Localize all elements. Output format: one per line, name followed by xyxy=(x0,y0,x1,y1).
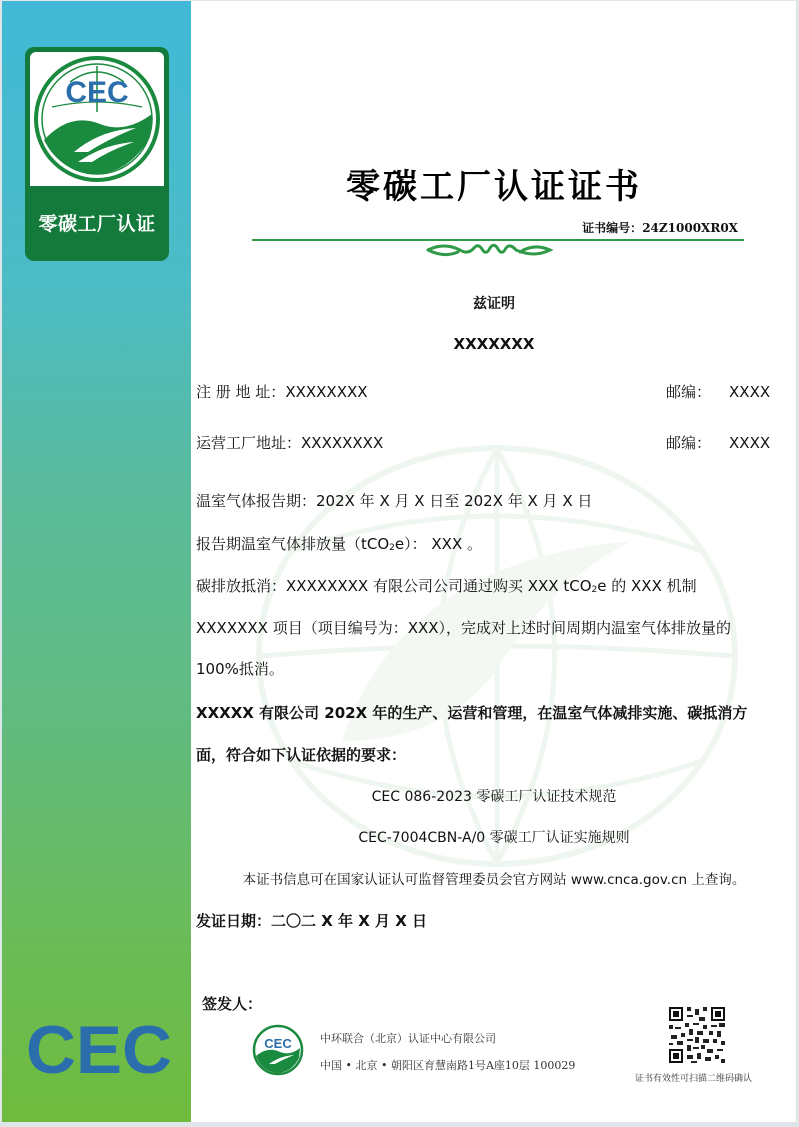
offset-text-a: 碳排放抵消：XXXXXXXX 有限公司公司通过购买 XXX tCO xyxy=(196,577,592,595)
registered-postcode-label: 邮编： xyxy=(666,383,712,401)
operating-postcode-value: XXXX xyxy=(729,434,771,452)
emission-label: 报告期温室气体排放量（tCO xyxy=(196,535,390,553)
emission-subscript: 2 xyxy=(389,543,395,553)
operating-address-value: XXXXXXXX xyxy=(301,434,384,452)
issuer-address: 中国 • 北京 • 朝阳区育慧南路1号A座10层 100029 xyxy=(320,1059,576,1072)
issuer-cec-logo-icon xyxy=(252,1024,304,1076)
offset-subscript: 2 xyxy=(591,585,598,595)
operating-postcode-label: 邮编： xyxy=(666,434,712,452)
registered-postcode-row xyxy=(666,381,770,402)
qr-caption: 证书有效性可扫描二维码确认 xyxy=(635,1074,753,1084)
standard-2: CEC-7004CBN-A/0 零碳工厂认证实施规则 xyxy=(358,830,630,846)
offset-line-2: XXXXXXX 项目（项目编号为：XXX），完成对上述时间周期内温室气体排放量的 xyxy=(196,619,732,637)
svg-text:CEC: CEC xyxy=(264,1036,292,1051)
operating-address-label: 运营工厂地址： xyxy=(196,434,302,452)
company-name: XXXXXXX xyxy=(453,335,535,353)
flourish-ornament-icon xyxy=(424,240,554,260)
emission-amount xyxy=(196,533,482,554)
sidebar-gradient-band xyxy=(2,1,191,1122)
certificate-number xyxy=(582,219,738,236)
badge-caption: 零碳工厂认证 xyxy=(38,213,156,235)
certificate-number-label: 证书编号： xyxy=(582,221,643,235)
issuer-name: 中环联合（北京）认证中心有限公司 xyxy=(320,1032,496,1045)
operating-address-row xyxy=(196,432,383,453)
registered-postcode-value: XXXX xyxy=(729,383,771,401)
conformity-line-2: 面，符合如下认证依据的要求： xyxy=(196,746,407,764)
certificate-page xyxy=(2,1,796,1122)
operating-postcode-row xyxy=(666,432,770,453)
emission-value: e）： XXX 。 xyxy=(394,535,482,553)
certificate-title: 零碳工厂认证证书 xyxy=(346,167,642,207)
signer-label: 签发人： xyxy=(202,995,263,1013)
standard-1: CEC 086-2023 零碳工厂认证技术规范 xyxy=(371,789,617,805)
query-note: 本证书信息可在国家认证认可监督管理委员会官方网站 www.cnca.gov.cn 上查询。 xyxy=(242,872,746,888)
offset-line-1 xyxy=(196,575,697,596)
cec-wordmark xyxy=(24,1018,174,1078)
svg-text:CEC: CEC xyxy=(26,1018,172,1078)
registered-address-value: XXXXXXXX xyxy=(285,383,368,401)
svg-text:CEC: CEC xyxy=(65,76,129,109)
registered-address-label: 注 册 地 址： xyxy=(196,383,286,401)
reporting-period: 温室气体报告期：202X 年 X 月 X 日至 202X 年 X 月 X 日 xyxy=(196,492,593,510)
issue-date: 发证日期：二〇二 X 年 X 月 X 日 xyxy=(196,912,428,930)
cec-globe-logo-icon xyxy=(30,52,164,186)
badge-white-panel xyxy=(30,52,164,186)
offset-text-b: e 的 XXX 机制 xyxy=(597,577,697,595)
qr-code-icon[interactable] xyxy=(669,1007,725,1063)
conformity-line-1: XXXXX 有限公司 202X 年的生产、运营和管理，在温室气体减排实施、碳抵消方 xyxy=(196,704,748,722)
zero-carbon-factory-badge xyxy=(25,47,169,261)
certificate-number-value: 24Z1000XR0X xyxy=(642,221,738,235)
registered-address-row xyxy=(196,381,368,402)
offset-line-3: 100%抵消。 xyxy=(196,660,284,678)
hereby-certify: 兹证明 xyxy=(473,296,515,312)
